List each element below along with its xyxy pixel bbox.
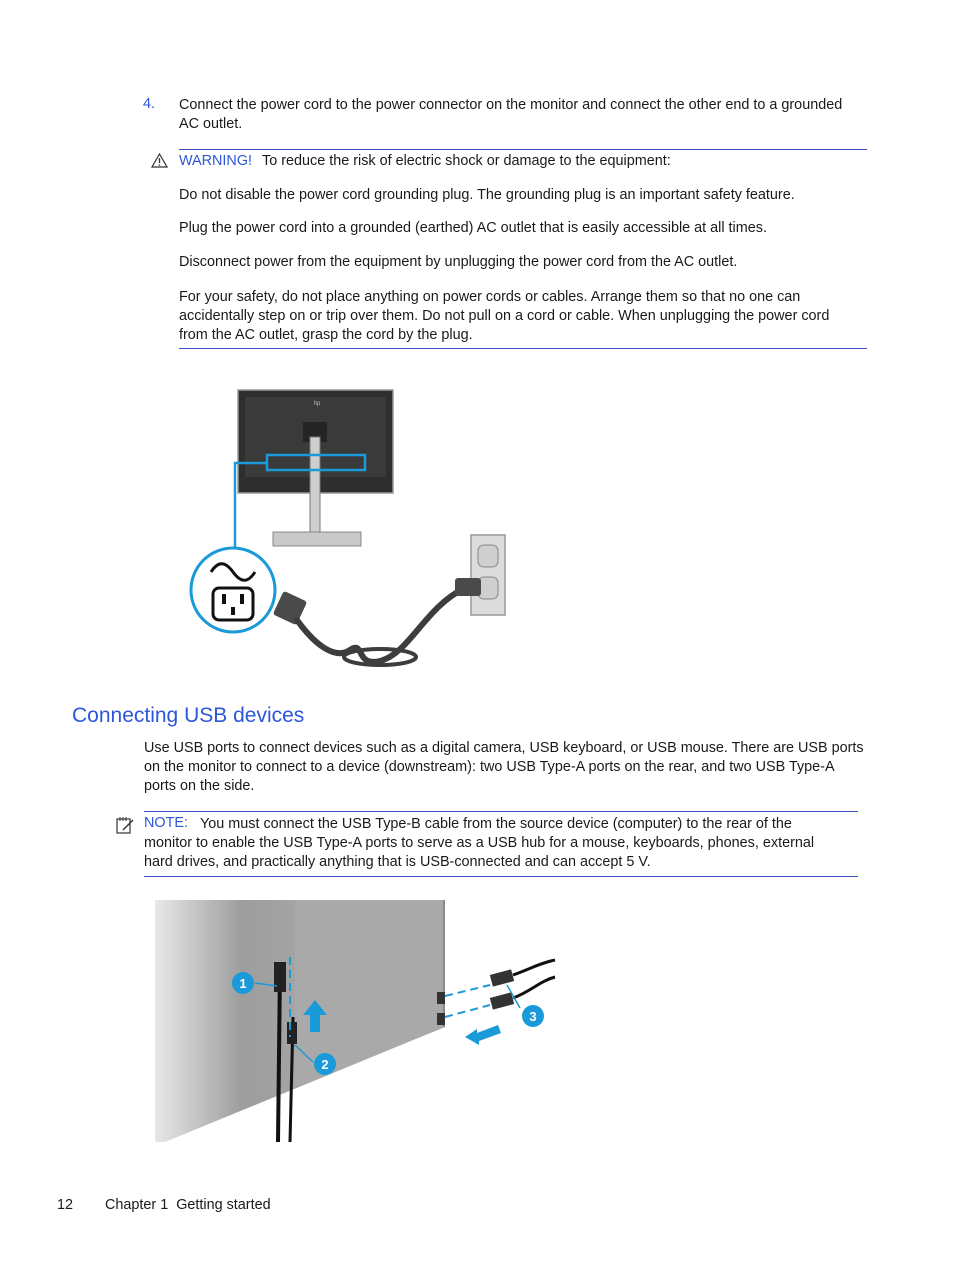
warning-paragraph-4-line1: For your safety, do not place anything on power cords or cables. Arrange them so that no one can <box>179 289 801 305</box>
warning-triangle-icon <box>151 153 168 168</box>
callout-2 <box>314 1053 336 1075</box>
note-text <box>144 815 858 872</box>
warning-paragraph-4-line3: from the AC outlet, grasp the cord by the plug. <box>179 327 473 343</box>
step-text <box>179 96 879 134</box>
step-number: 4. <box>143 96 156 112</box>
chapter-title: Chapter 1 Getting started <box>105 1197 271 1213</box>
note-line3: hard drives, and practically anything that is USB-connected and can accept 5 V. <box>144 854 651 870</box>
warning-paragraph-4-line2: accidentally step on or trip over them. Do not pull on a cord or cable. When unplugging the power cord <box>179 308 830 324</box>
note-line1: You must connect the USB Type-B cable from the source device (computer) to the rear of the <box>200 816 792 832</box>
note-line2: monitor to enable the USB Type-A ports to serve as a USB hub for a mouse, keyboards, phones, external <box>144 835 815 851</box>
svg-text:2: 2 <box>321 1057 329 1072</box>
warning-bottom-rule <box>179 348 867 349</box>
svg-text:1: 1 <box>239 976 247 991</box>
warning-label: WARNING! <box>179 153 253 169</box>
svg-text:hp: hp <box>313 401 321 407</box>
note-label: NOTE: <box>144 815 188 831</box>
section-body <box>144 739 864 796</box>
note-pad-icon <box>115 815 135 835</box>
warning-top-rule <box>179 149 867 150</box>
warning-paragraph-3: Disconnect power from the equipment by unplugging the power cord from the AC outlet. <box>179 254 738 270</box>
step-text-line2: AC outlet. <box>179 116 243 132</box>
callout-1 <box>232 972 254 994</box>
usb-connection-illustration <box>145 897 565 1147</box>
power-cord-illustration <box>185 385 515 675</box>
warning-intro: To reduce the risk of electric shock or damage to the equipment: <box>262 153 671 169</box>
page-number: 12 <box>57 1197 74 1213</box>
section-body-line1: Use USB ports to connect devices such as a digital camera, USB keyboard, or USB mouse. There are USB ports <box>144 740 864 756</box>
warning-paragraph-1: Do not disable the power cord grounding plug. The grounding plug is an important safety feature. <box>179 187 795 203</box>
note-bottom-rule <box>144 876 858 877</box>
callout-3 <box>522 1005 544 1027</box>
warning-paragraph-2: Plug the power cord into a grounded (earthed) AC outlet that is easily accessible at all times. <box>179 220 767 236</box>
warning-paragraph-4 <box>179 288 869 345</box>
section-title: Connecting USB devices <box>72 704 305 727</box>
section-body-line3: ports on the side. <box>144 778 255 794</box>
note-top-rule <box>144 811 858 812</box>
svg-text:3: 3 <box>529 1009 537 1024</box>
step-text-line1: Connect the power cord to the power connector on the monitor and connect the other end to a grounded <box>179 97 843 113</box>
section-body-line2: on the monitor to connect to a device (downstream): two USB Type-A ports on the rear, and two USB Type-A <box>144 759 835 775</box>
